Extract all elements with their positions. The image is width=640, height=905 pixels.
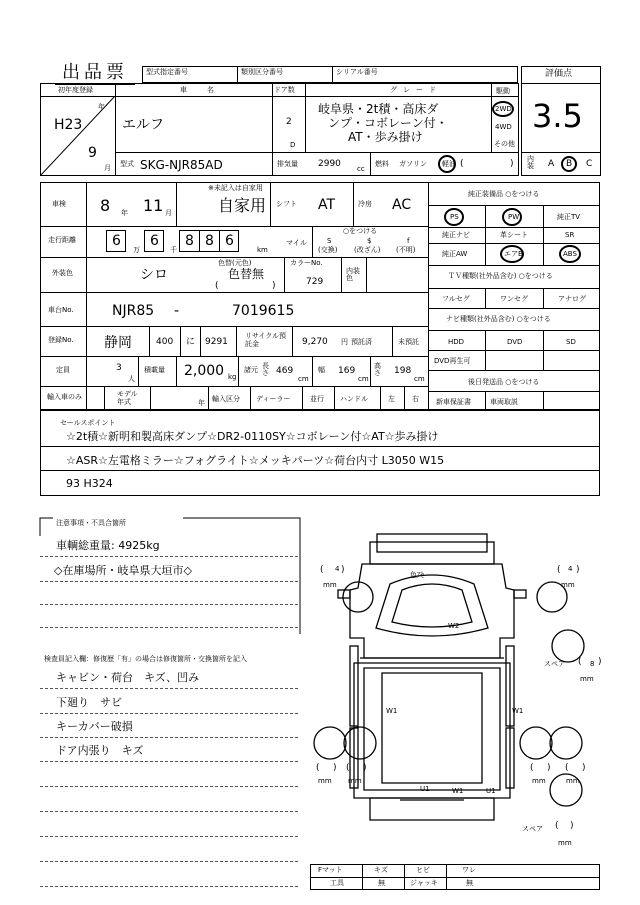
damage-mark-u1-right: U1 (486, 787, 496, 795)
tire-front-left-value: 4 (335, 565, 340, 573)
width-value: 169 (338, 366, 356, 376)
sales-points-label: セールスポイント (60, 419, 116, 427)
mileage-digit-1: 6 (112, 233, 121, 249)
drive-label: 駆動 (496, 87, 510, 95)
tire-fl-paren-close: ) (341, 565, 345, 575)
fuel-value: ガソリン (399, 160, 427, 168)
mile-label: マイル (286, 239, 307, 247)
meter-s: S (327, 237, 332, 245)
ac-label: 冷房 (358, 200, 372, 208)
exterior-color: シロ (140, 267, 168, 283)
note-rule (40, 811, 298, 812)
spare-top-mm: mm (580, 675, 594, 683)
interior-b-circle (561, 156, 577, 172)
equip-pw: PW (508, 213, 520, 221)
sales-points-line-2: ☆ASR☆左電格ミラー☆フォグライト☆メッキパーツ☆荷台内寸 L3050 W15 (66, 454, 445, 467)
length-unit: cm (298, 375, 309, 383)
drive-other: その他 (494, 140, 515, 148)
equip-airbag: エアB (504, 250, 523, 258)
rear-left-inner-mm: mm (348, 777, 362, 785)
grade-line-3: AT・歩み掛け (348, 130, 423, 144)
fuel-diesel: 軽油 (442, 160, 456, 168)
grade-line-2: ンプ・コボレーン付・ (328, 116, 448, 130)
tools-jack-label: ジャッキ (410, 879, 438, 887)
handle-left: 左 (388, 395, 395, 403)
equip-ps: PS (450, 213, 459, 221)
capacity-label: 定員 (56, 366, 70, 374)
capacity-unit: 人 (128, 375, 135, 383)
item-manual: 車両取説 (490, 398, 518, 406)
shaken-month: 11 (143, 196, 164, 215)
displacement-label: 排気量 (277, 160, 298, 168)
drive-2wd: 2WD (495, 105, 512, 113)
color-paren-open: ( (215, 281, 219, 291)
rl2-paren-close: ) (363, 763, 367, 773)
mileage-digit-3: 8 (185, 233, 194, 249)
reg-no: 9291 (205, 337, 228, 347)
equip-airbag-circle (500, 245, 524, 263)
first-reg-month: 9 (88, 145, 97, 161)
usage-value: 自家用 (218, 196, 267, 215)
shaken-year: 8 (100, 196, 111, 215)
sales-points-line-3: 93 H324 (66, 477, 113, 490)
rr-paren-close: ) (547, 763, 551, 773)
navi-dvd: DVD (507, 338, 523, 346)
sales-points-line-1: ☆2t積☆新明和製高床ダンプ☆DR2-0110SY☆コボレーン付☆AT☆歩み掛け (66, 430, 439, 443)
tools-tool-label: 工具 (330, 879, 344, 887)
tv-fullseg: フルセグ (442, 295, 470, 303)
model-year-label: モデル年式 (117, 390, 138, 407)
color-no-value: 729 (306, 277, 324, 287)
month-suffix: 月 (104, 164, 111, 172)
sales-points-box (40, 410, 600, 496)
model-label: 型式 (120, 160, 134, 168)
color-no-label: カラーNo. (290, 259, 323, 267)
genuine-label: 純正装備品 ○をつける (468, 190, 540, 198)
recycle-not: 未預託 (398, 338, 419, 346)
notes-line-2: ◇在庫場所・岐阜県大垣市◇ (54, 564, 192, 577)
class-label: 類別区分番号 (241, 68, 283, 76)
load-label: 積載量 (144, 366, 165, 374)
doors-suffix: D (290, 141, 296, 149)
recycle-done: 預託済 (351, 338, 372, 346)
shaken-year-suffix: 年 (121, 209, 128, 217)
meter-x-desc: (改ざん) (354, 246, 381, 254)
dvd-play: DVD再生可 (434, 357, 471, 365)
length-value: 469 (276, 366, 294, 376)
navi-hdd: HDD (448, 338, 465, 346)
tools-jack-value: 無 (466, 879, 473, 887)
equip-abs: ABS (563, 250, 577, 258)
rear-left-outer-mm: mm (318, 777, 332, 785)
note-rule (40, 713, 298, 714)
chassis-dash: - (174, 303, 180, 319)
height-label: 高さ (374, 362, 381, 377)
rr-paren-open: ( (530, 763, 534, 773)
meter-x: $ (367, 237, 372, 245)
fuel-diesel-circle (438, 155, 456, 173)
damage-mark-w1-bottom: W1 (452, 787, 464, 795)
spare-top-label: スペア (544, 660, 565, 668)
ac-value: AC (392, 197, 412, 213)
chassis-prefix: NJR85 (112, 303, 155, 319)
note-rule (40, 786, 298, 787)
import-label: 輸入車のみ (47, 393, 82, 401)
note-rule (40, 688, 298, 689)
sen-unit: 千 (170, 246, 177, 254)
note-rule (40, 886, 298, 887)
first-reg-label: 初年度登録 (58, 86, 93, 94)
grade-label: グレード (390, 86, 442, 94)
shaken-month-suffix: 月 (165, 209, 172, 217)
rl2-paren-open: ( (346, 763, 350, 773)
spare-top-value: 8 (590, 660, 595, 668)
tire-fl-paren-open: ( (320, 565, 324, 575)
rr2-paren-open: ( (565, 763, 569, 773)
equip-sr: SR (565, 231, 575, 239)
tools-crack-label: ヒビ (416, 866, 430, 874)
mileage-digit-4: 8 (205, 233, 214, 249)
meter-f-desc: (不明) (396, 246, 416, 254)
tire-fl-mm: mm (323, 581, 337, 589)
note-rule (40, 861, 298, 862)
meter-f: f (407, 237, 410, 245)
fuel-paren-open: ( (460, 159, 464, 169)
damage-mark-w1-right: W1 (512, 707, 524, 715)
first-reg-year: H23 (54, 117, 83, 133)
tools-break-label: ワレ (462, 866, 476, 874)
equip-aw: 純正AW (442, 250, 468, 258)
grade-line-1: 岐阜県・2t積・高床ダ (318, 102, 439, 116)
capacity-value: 3 (116, 363, 122, 373)
interior-grade-c: C (586, 159, 593, 169)
man-unit: 万 (133, 246, 140, 254)
equip-navi: 純正ナビ (442, 231, 470, 239)
interior-grade-a: A (548, 159, 555, 169)
interior-color-label: 内装色 (346, 267, 360, 282)
tire-fr-mm: mm (561, 581, 575, 589)
color-change-value: 色替無 (228, 267, 265, 281)
year-suffix: 年 (98, 103, 105, 111)
car-name-label: 車名 (180, 86, 234, 94)
shift-label: シフト (276, 200, 297, 208)
note-rule (40, 627, 298, 628)
serial-label: シリアル番号 (336, 68, 378, 76)
note-rule (40, 761, 298, 762)
inspector-label: 検査員記入欄：修復歴「有」の場合は修復箇所・交換箇所を記入 (44, 655, 247, 663)
inspector-line-3: キーカバー破損 (56, 720, 133, 733)
mileage-digit-5: 6 (225, 233, 234, 249)
load-value: 2,000 (184, 363, 225, 379)
tire-front-right-value: 4 (568, 565, 573, 573)
chassis-label: 車台No. (48, 306, 74, 314)
shaken-label: 車検 (52, 200, 66, 208)
score-value: 3.5 (532, 97, 583, 135)
item-warranty: 新車保証書 (436, 398, 471, 406)
exterior-color-label: 外装色 (52, 269, 73, 277)
note-rule (40, 737, 298, 738)
note-rule (40, 604, 298, 605)
tools-tool-value: 無 (378, 879, 385, 887)
reg-class: 400 (156, 337, 174, 347)
damage-mark-w1-left: W1 (386, 707, 398, 715)
spare-top-paren-open: ( (578, 657, 582, 667)
tools-scratch-label: キズ (374, 866, 388, 874)
spare-bottom-label: スペア (522, 825, 543, 833)
handle-label: ハンドル (340, 395, 368, 403)
model-value: SKG-NJR85AD (140, 158, 223, 172)
width-label: 幅 (318, 366, 325, 374)
import-year-suffix: 年 (198, 399, 205, 407)
damage-mark-u1-left: U1 (420, 785, 430, 793)
length-label: 長さ (262, 362, 269, 377)
spare-bottom-mm: mm (558, 839, 572, 847)
doors-value: 2 (286, 117, 292, 127)
height-unit: cm (414, 375, 425, 383)
drive-4wd: 4WD (495, 123, 512, 131)
color-change-label: 色替(元色) (218, 259, 252, 267)
tire-fr-paren-close: ) (576, 565, 580, 575)
reg-area: 静岡 (104, 335, 132, 351)
damage-mark-color: 色ｱｾ (410, 571, 424, 579)
spare-top-paren-close: ) (598, 657, 602, 667)
note-rule (40, 836, 298, 837)
private-note: ※未記入は自家用 (208, 184, 263, 192)
load-unit: kg (228, 373, 237, 381)
notes-label: 注意事項・不具合箇所 (56, 519, 126, 527)
tv-analog: アナログ (558, 295, 586, 303)
displacement-unit: cc (357, 165, 365, 173)
recycle-unit: 円 (341, 338, 348, 346)
equip-leather: 革シート (500, 231, 528, 239)
km-unit: km (257, 246, 268, 254)
rear-right-inner-mm: mm (532, 777, 546, 785)
rl-paren-close: ) (333, 763, 337, 773)
aftermarket-label: 後日発送品 ○をつける (468, 378, 540, 386)
interior-grade-label: 内装 (527, 155, 534, 170)
handle-right: 右 (412, 395, 419, 403)
chassis-no: 7019615 (232, 303, 295, 319)
recycle-label: リサイクル預託金 (245, 332, 287, 349)
tire-fr-paren-open: ( (557, 565, 561, 575)
recycle-value: 9,270 (302, 337, 328, 347)
equip-ps-circle (444, 208, 464, 226)
inspector-line-2: 下廻り サビ (56, 696, 122, 709)
drive-2wd-circle (492, 101, 514, 117)
notes-line-1: 車輌総重量: 4925kg (56, 539, 160, 552)
reg-kana: に (186, 337, 196, 347)
equip-tv: 純正TV (557, 213, 581, 221)
interior-grade-b: B (566, 159, 573, 169)
import-class-label: 輸入区分 (212, 395, 240, 403)
damage-mark-w2: W2 (448, 622, 460, 630)
meter-s-desc: (交換) (318, 246, 338, 254)
inspector-line-1: キャビン・荷台 キズ、凹み (56, 671, 200, 684)
equip-abs-circle (559, 245, 581, 263)
spare-bottom-paren-close: ) (570, 821, 574, 831)
doors-label: ドア数 (274, 86, 295, 94)
fuel-label: 燃料 (375, 160, 389, 168)
displacement-value: 2990 (318, 159, 341, 169)
equip-pw-circle (502, 208, 522, 226)
mileage-digit-2: 6 (150, 233, 159, 249)
mileage-label: 走行距離 (48, 236, 76, 244)
inspector-line-4: ドア内張り キズ (56, 744, 144, 757)
note-rule (40, 581, 298, 582)
rear-right-outer-mm: mm (566, 777, 580, 785)
score-label: 評価点 (545, 69, 573, 79)
navi-sd: SD (566, 338, 576, 346)
height-value: 198 (394, 366, 412, 376)
dims-label: 諸元 (244, 366, 258, 374)
import-parallel: 並行 (310, 395, 324, 403)
note-rule (40, 556, 298, 557)
import-dealer: ディーラー (256, 395, 291, 403)
tv-oneseg: ワンセグ (500, 295, 528, 303)
tools-floormat-label: Fマット (318, 866, 343, 874)
navi-type-label: ナビ種類(社外品含む) ○をつける (446, 315, 551, 323)
color-paren-close: ) (272, 281, 276, 291)
reg-label: 登録No. (48, 336, 74, 344)
car-name: エルフ (122, 117, 164, 133)
width-unit: cm (358, 375, 369, 383)
spare-bottom-paren-open: ( (555, 821, 559, 831)
shift-value: AT (318, 197, 336, 213)
page-title: 出品票 (62, 62, 128, 83)
truck-diagram (310, 528, 610, 858)
tv-type-label: ＴＶ種類(社外品含む) ○をつける (448, 272, 553, 280)
fuel-paren-close: ) (510, 159, 514, 169)
rr2-paren-close: ) (582, 763, 586, 773)
meter-mark-label: ○をつける (343, 227, 378, 235)
type-cert-label: 型式指定番号 (146, 68, 188, 76)
rl-paren-open: ( (316, 763, 320, 773)
